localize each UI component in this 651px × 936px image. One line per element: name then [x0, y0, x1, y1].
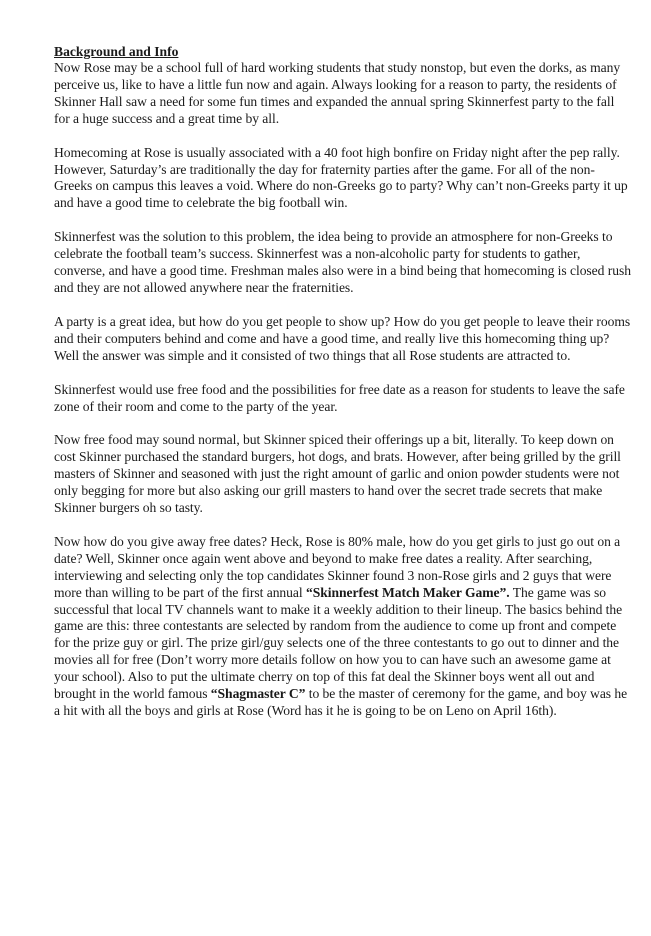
paragraph-intro: Now Rose may be a school full of hard working students that study nonstop, but even the dorks, as many perceive us, like to have a little fun now and again. Always looking for a reason to party, the residents of Skinner Hall saw a need for some fun times and expanded the annual spring Skinnerfest party to the fall for a huge success and a great time by all. [54, 60, 621, 126]
paragraph-free-dates [54, 534, 631, 720]
section-heading: Background and Info [54, 44, 179, 59]
paragraph-solution: Skinnerfest was the solution to this problem, the idea being to provide an atmosphere for non-Greeks to celebrate the football team’s success. Skinnerfest was a non-alcoholic party for students to gather, converse, and have a good time. Freshman males also were in a bind being that homecoming is closed rush and they are not allowed anywhere near the fraternities. [54, 229, 631, 295]
paragraph-free-food-date: Skinnerfest would use free food and the possibilities for free date as a reason for students to leave the safe zone of their room and come to the party of the year. [54, 381, 625, 414]
paragraph-homecoming: Homecoming at Rose is usually associated with a 40 foot high bonfire on Friday night after the pep rally. However, Saturday’s are traditionally the day for fraternity parties after the game. For all of the non-Greeks on campus this leaves a void. Where do non-Greeks go to party? Why can’t non-Greeks party it up and have a good time to celebrate the big football win. [54, 144, 628, 211]
paragraph-free-food: Now free food may sound normal, but Skinner spiced their offerings up a bit, literally. To keep down on cost Skinner purchased the standard burgers, hot dogs, and brats. However, after being grilled by the grill masters of Skinner and seasoned with just the right amount of garlic and onion powder students were not only begging for more but also asking our grill masters to hand over the secret trade secrets that make Skinner burgers oh so tasty. [54, 432, 621, 516]
paragraph-free-dates-part3: to be the master of ceremony for the game, and boy was he a hit with all the boys and girls at Rose (Word has it he is going to be on Leno on April 16th). [54, 686, 628, 718]
paragraph-free-dates-part1: Now how do you give away free dates? Heck, Rose is 80% male, how do you get girls to just go out on a date? Well, Skinner once again went above and beyond to make free dates a reality. After searching, interviewing and selecting only the top candidates Skinner found 3 non-Rose girls and 2 guys that were more than willing to be part of the first annual [54, 533, 621, 600]
shagmaster-name: “Shagmaster C” [210, 686, 306, 702]
paragraph-free-dates-part2: The game was so successful that local TV channels want to make it a weekly addition to their lineup. The basics behind the game are this: three contestants are selected by random from the audience to come up front and compete for the prize guy or girl. The prize girl/guy selects one of the three contestants to go out to dinner and the movies all for free (Don’t worry more details follow on how you to can have such an awesome game at your school). Also to put the ultimate cherry on top of this fat deal the Skinner boys went all out and brought in the world famous [54, 584, 623, 702]
match-maker-game-title: “Skinnerfest Match Maker Game”. [306, 584, 510, 600]
paragraph-party-idea: A party is a great idea, but how do you get people to show up? How do you get people to leave their rooms and their computers behind and come and have a good time, and really live this homecoming thing up? Well the answer was simple and it consisted of two things that all Rose students are attracted to. [54, 313, 631, 363]
